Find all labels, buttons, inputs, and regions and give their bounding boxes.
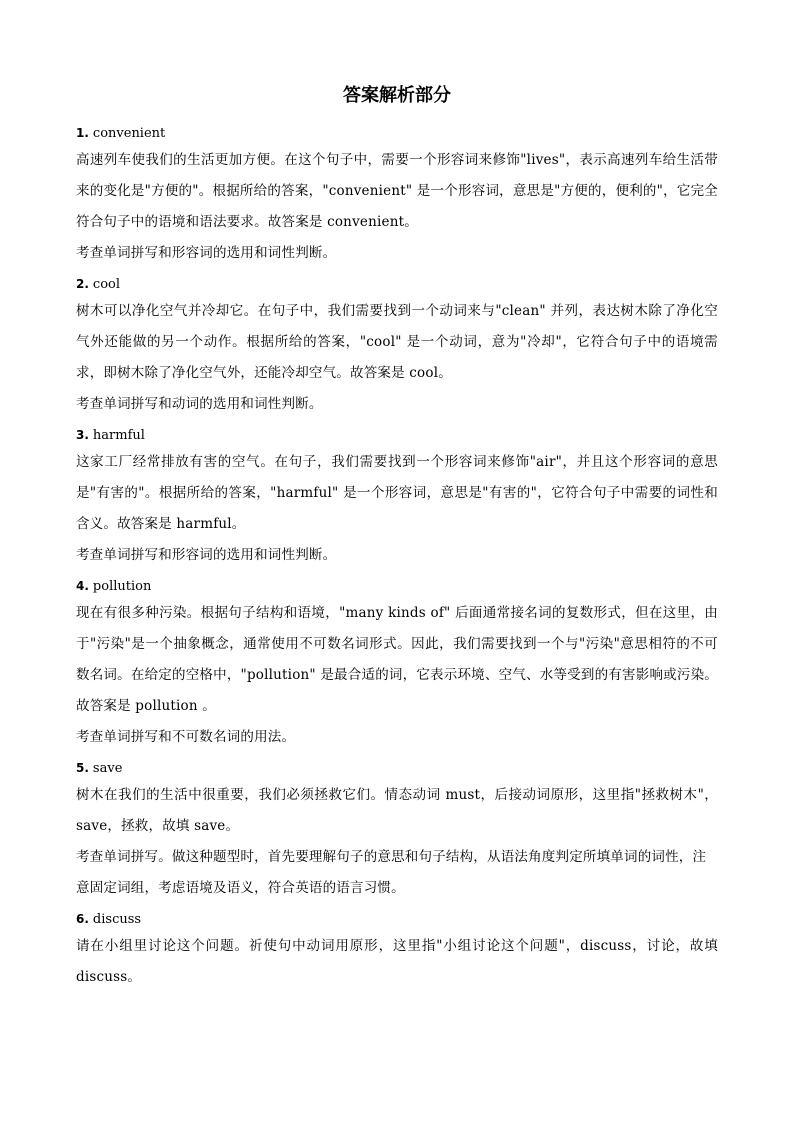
item-explanation: 这家工厂经常排放有害的空气。在句子，我们需要找到一个形容词来修饰"air"，并且这个形容词的意思是"有害的"。根据所给的答案，"harmful" 是一个形容词，意思是"有害的"，它符合句子中需要的词性和含义。故答案是 harmful。 xyxy=(76,454,718,532)
item-answer: cool xyxy=(92,277,121,292)
item-note: 考查单词拼写和形容词的选用和词性判断。 xyxy=(76,245,337,261)
answer-item-3 xyxy=(76,423,718,571)
page-title: 答案解析部分 xyxy=(343,85,451,106)
item-explanation: 树木在我们的生活中很重要，我们必须拯救它们。情态动词 must，后接动词原形，这里指"拯救树木"，save，拯救，故填 save。 xyxy=(76,787,718,834)
item-separator: . xyxy=(84,761,89,775)
item-answer: discuss xyxy=(92,912,142,927)
item-number: 4 xyxy=(76,579,85,593)
item-separator: . xyxy=(84,277,89,291)
answer-item-1 xyxy=(76,121,718,269)
item-number: 5 xyxy=(76,761,85,775)
item-note: 考查单词拼写和形容词的选用和词性判断。 xyxy=(76,547,337,563)
item-number: 2 xyxy=(76,277,85,291)
answer-list xyxy=(76,121,718,996)
item-heading xyxy=(76,272,718,296)
item-note: 考查单词拼写和动词的选用和词性判断。 xyxy=(76,396,323,412)
item-explanation: 树木可以净化空气并冷却它。在句子中，我们需要找到一个动词来与"clean" 并列，表达树木除了净化空气外还能做的另一个动作。根据所给的答案，"cool" 是一个动词，意为"冷却"，它符合句子中的语境需求，即树木除了净化空气外，还能冷却空气。故答案是 cool。 xyxy=(76,303,718,381)
answer-item-6 xyxy=(76,907,718,993)
item-explanation: 现在有很多种污染。根据句子结构和语境，"many kinds of" 后面通常接名词的复数形式，但在这里，由于"污染"是一个抽象概念，通常使用不可数名词形式。因此，我们需要找到一个与"污染"意思相符的不可数名词。在给定的空格中，"pollution" 是最合适的词，它表示环境、空气、水等受到的有害影响或污染。故答案是 pollution 。 xyxy=(76,605,718,714)
item-answer: convenient xyxy=(92,126,166,141)
answer-item-2 xyxy=(76,272,718,420)
item-heading xyxy=(76,574,718,598)
item-heading xyxy=(76,756,718,780)
item-separator: . xyxy=(84,912,89,926)
item-note: 考查单词拼写。做这种题型时，首先要理解句子的意思和句子结构，从语法角度判定所填单词的词性，注意固定词组，考虑语境及语义，符合英语的语言习惯。 xyxy=(76,849,707,896)
item-note: 考查单词拼写和不可数名词的用法。 xyxy=(76,729,296,745)
item-heading xyxy=(76,907,718,931)
answer-item-4 xyxy=(76,574,718,753)
answer-item-5 xyxy=(76,756,718,904)
item-explanation: 请在小组里讨论这个问题。祈使句中动词用原形，这里指"小组讨论这个问题"，discuss，讨论，故填 discuss。 xyxy=(76,938,718,985)
item-number: 3 xyxy=(76,428,85,442)
item-number: 6 xyxy=(76,912,85,926)
item-heading xyxy=(76,423,718,447)
item-separator: . xyxy=(84,126,89,140)
item-separator: . xyxy=(84,428,89,442)
item-answer: pollution xyxy=(92,579,152,594)
item-answer: save xyxy=(92,761,123,776)
item-explanation: 高速列车使我们的生活更加方便。在这个句子中，需要一个形容词来修饰"lives"，表示高速列车给生活带来的变化是"方便的"。根据所给的答案，"convenient" 是一个形容词，意思是"方便的，便利的"，它完全符合句子中的语境和语法要求。故答案是 convenient。 xyxy=(76,152,718,230)
item-heading xyxy=(76,121,718,145)
item-separator: . xyxy=(84,579,89,593)
item-answer: harmful xyxy=(92,428,145,443)
item-number: 1 xyxy=(76,126,85,140)
